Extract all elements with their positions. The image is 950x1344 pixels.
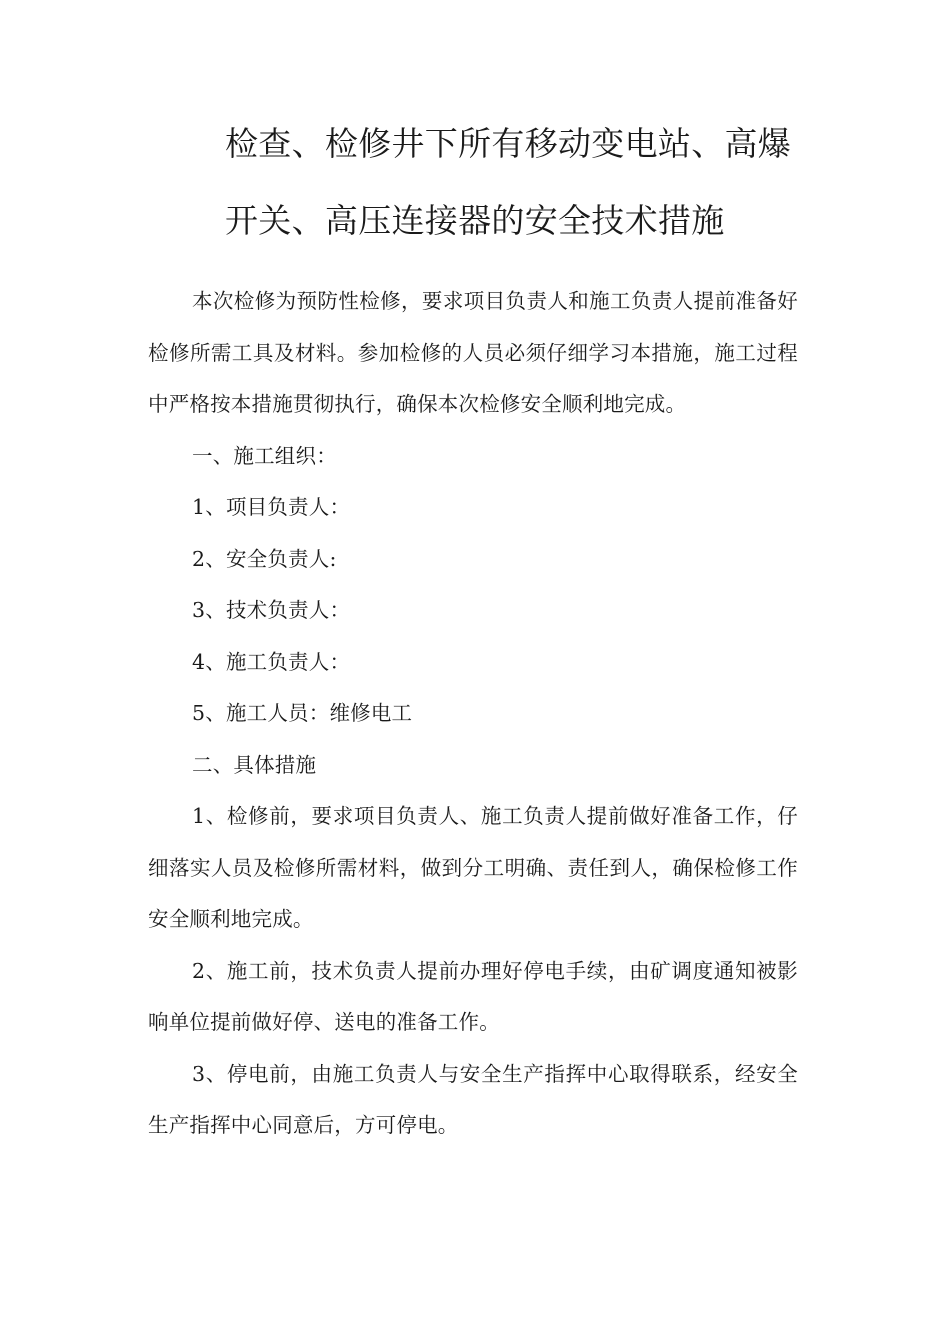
document-title-line-1: 检查、检修井下所有移动变电站、高爆 bbox=[225, 124, 792, 163]
document-body bbox=[148, 276, 798, 1152]
measure-item-2: 2、施工前，技术负责人提前办理好停电手续，由矿调度通知被影响单位提前做好停、送电的准备工作。 bbox=[148, 958, 798, 1034]
section-heading-organization: 一、施工组织： bbox=[192, 443, 337, 468]
org-item-construction-lead: 4、施工负责人： bbox=[192, 649, 351, 674]
org-item-workers: 5、施工人员：维修电工 bbox=[192, 701, 413, 725]
measure-item-3: 3、停电前，由施工负责人与安全生产指挥中心取得联系，经安全生产指挥中心同意后，方可停电。 bbox=[148, 1061, 798, 1137]
section-heading-measures: 二、具体措施 bbox=[192, 752, 317, 777]
document-title-line-2: 开关、高压连接器的安全技术措施 bbox=[225, 201, 725, 240]
intro-paragraph: 本次检修为预防性检修，要求项目负责人和施工负责人提前准备好检修所需工具及材料。参加检修的人员必须仔细学习本措施，施工过程中严格按本措施贯彻执行，确保本次检修安全顺利地完成。 bbox=[148, 289, 798, 416]
org-item-project-lead: 1、项目负责人： bbox=[192, 495, 351, 519]
org-item-technical-lead: 3、技术负责人： bbox=[192, 598, 351, 622]
org-item-safety-lead: 2、安全负责人: bbox=[192, 546, 337, 571]
measure-item-1: 1、检修前，要求项目负责人、施工负责人提前做好准备工作，仔细落实人员及检修所需材料，做到分工明确、责任到人，确保检修工作安全顺利地完成。 bbox=[148, 804, 798, 931]
